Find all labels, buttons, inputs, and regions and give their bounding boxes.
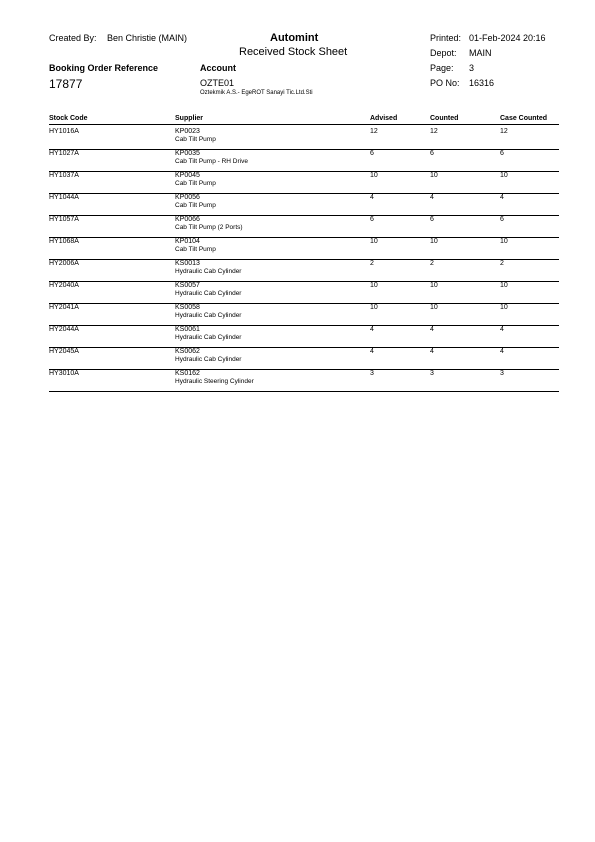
supplier-code-cell: KP0035 [175,150,200,157]
counted-cell: 6 [430,216,434,223]
stock-code-cell: HY2041A [49,304,79,311]
case-counted-cell: 12 [500,128,508,135]
depot-label: Depot: [430,48,457,58]
page-label: Page: [430,63,454,73]
advised-cell: 10 [370,172,378,179]
advised-cell: 4 [370,194,374,201]
advised-cell: 6 [370,150,374,157]
counted-cell: 2 [430,260,434,267]
supplier-code-cell: KP0023 [175,128,200,135]
document-subtitle: Received Stock Sheet [239,46,348,58]
supplier-description-cell: Cab Tilt Pump [175,202,216,209]
case-counted-cell: 4 [500,326,504,333]
table-row [0,304,595,326]
supplier-code-cell: KP0104 [175,238,200,245]
advised-cell: 2 [370,260,374,267]
supplier-code-cell: KS0013 [175,260,200,267]
column-header-stock-code: Stock Code [49,115,88,122]
counted-cell: 4 [430,348,434,355]
table-row [0,260,595,282]
table-row [0,172,595,194]
supplier-description-cell: Hydraulic Steering Cylinder [175,378,254,385]
stock-code-cell: HY2006A [49,260,79,267]
stock-code-cell: HY2040A [49,282,79,289]
account-name: Oztekmik A.S.- EgeROT Sanayi Tic.Ltd.Sti [200,90,313,96]
stock-code-cell: HY2045A [49,348,79,355]
column-header-supplier: Supplier [175,115,204,122]
supplier-code-cell: KP0045 [175,172,200,179]
counted-cell: 10 [430,238,438,245]
supplier-code-cell: KS0057 [175,282,200,289]
stock-code-cell: HY1037A [49,172,79,179]
table-row [0,128,595,150]
supplier-description-cell: Hydraulic Cab Cylinder [175,356,242,363]
table-row [0,282,595,304]
supplier-description-cell: Hydraulic Cab Cylinder [175,268,242,275]
advised-cell: 10 [370,304,378,311]
supplier-code-cell: KS0162 [175,370,200,377]
created-by-label: Created By: [49,33,97,43]
po-value: 16316 [469,78,495,88]
stock-code-cell: HY1027A [49,150,79,157]
supplier-code-cell: KP0056 [175,194,200,201]
case-counted-cell: 2 [500,260,504,267]
stock-code-cell: HY3010A [49,370,79,377]
supplier-description-cell: Cab Tilt Pump (2 Ports) [175,224,243,231]
printed-label: Printed: [430,33,462,43]
advised-cell: 3 [370,370,374,377]
counted-cell: 10 [430,282,438,289]
stock-code-cell: HY1057A [49,216,79,223]
booking-ref-value: 17877 [49,77,83,91]
supplier-description-cell: Hydraulic Cab Cylinder [175,290,242,297]
supplier-description-cell: Cab Tilt Pump [175,246,216,253]
supplier-description-cell: Cab Tilt Pump - RH Drive [175,158,248,165]
advised-cell: 10 [370,282,378,289]
counted-cell: 4 [430,194,434,201]
stock-code-cell: HY1044A [49,194,79,201]
supplier-code-cell: KS0062 [175,348,200,355]
row-divider [49,391,559,392]
supplier-description-cell: Hydraulic Cab Cylinder [175,334,242,341]
case-counted-cell: 10 [500,282,508,289]
case-counted-cell: 6 [500,216,504,223]
table-header-divider [49,124,559,125]
counted-cell: 4 [430,326,434,333]
case-counted-cell: 3 [500,370,504,377]
advised-cell: 4 [370,326,374,333]
table-row [0,216,595,238]
account-code: OZTE01 [200,78,235,88]
advised-cell: 4 [370,348,374,355]
table-row [0,326,595,348]
case-counted-cell: 10 [500,304,508,311]
counted-cell: 3 [430,370,434,377]
stock-code-cell: HY1068A [49,238,79,245]
supplier-code-cell: KS0058 [175,304,200,311]
created-by-value: Ben Christie (MAIN) [107,33,188,43]
supplier-code-cell: KP0066 [175,216,200,223]
case-counted-cell: 10 [500,172,508,179]
po-label: PO No: [430,78,460,88]
column-header-counted: Counted [430,115,459,122]
case-counted-cell: 10 [500,238,508,245]
depot-value: MAIN [469,48,492,58]
booking-ref-label: Booking Order Reference [49,63,159,73]
counted-cell: 10 [430,172,438,179]
supplier-description-cell: Cab Tilt Pump [175,180,216,187]
advised-cell: 12 [370,128,378,135]
account-label: Account [200,63,236,73]
table-row [0,150,595,172]
printed-value: 01-Feb-2024 20:16 [469,33,546,43]
counted-cell: 12 [430,128,438,135]
document-company-title: Automint [270,32,319,44]
table-row [0,348,595,370]
case-counted-cell: 4 [500,348,504,355]
supplier-description-cell: Cab Tilt Pump [175,136,216,143]
stock-code-cell: HY2044A [49,326,79,333]
table-row [0,238,595,260]
column-header-advised: Advised [370,115,398,122]
advised-cell: 10 [370,238,378,245]
counted-cell: 10 [430,304,438,311]
table-row [0,370,595,392]
supplier-code-cell: KS0061 [175,326,200,333]
supplier-description-cell: Hydraulic Cab Cylinder [175,312,242,319]
case-counted-cell: 6 [500,150,504,157]
stock-code-cell: HY1016A [49,128,79,135]
column-header-case-counted: Case Counted [500,115,548,122]
case-counted-cell: 4 [500,194,504,201]
table-row [0,194,595,216]
page-value: 3 [469,63,475,73]
advised-cell: 6 [370,216,374,223]
counted-cell: 6 [430,150,434,157]
